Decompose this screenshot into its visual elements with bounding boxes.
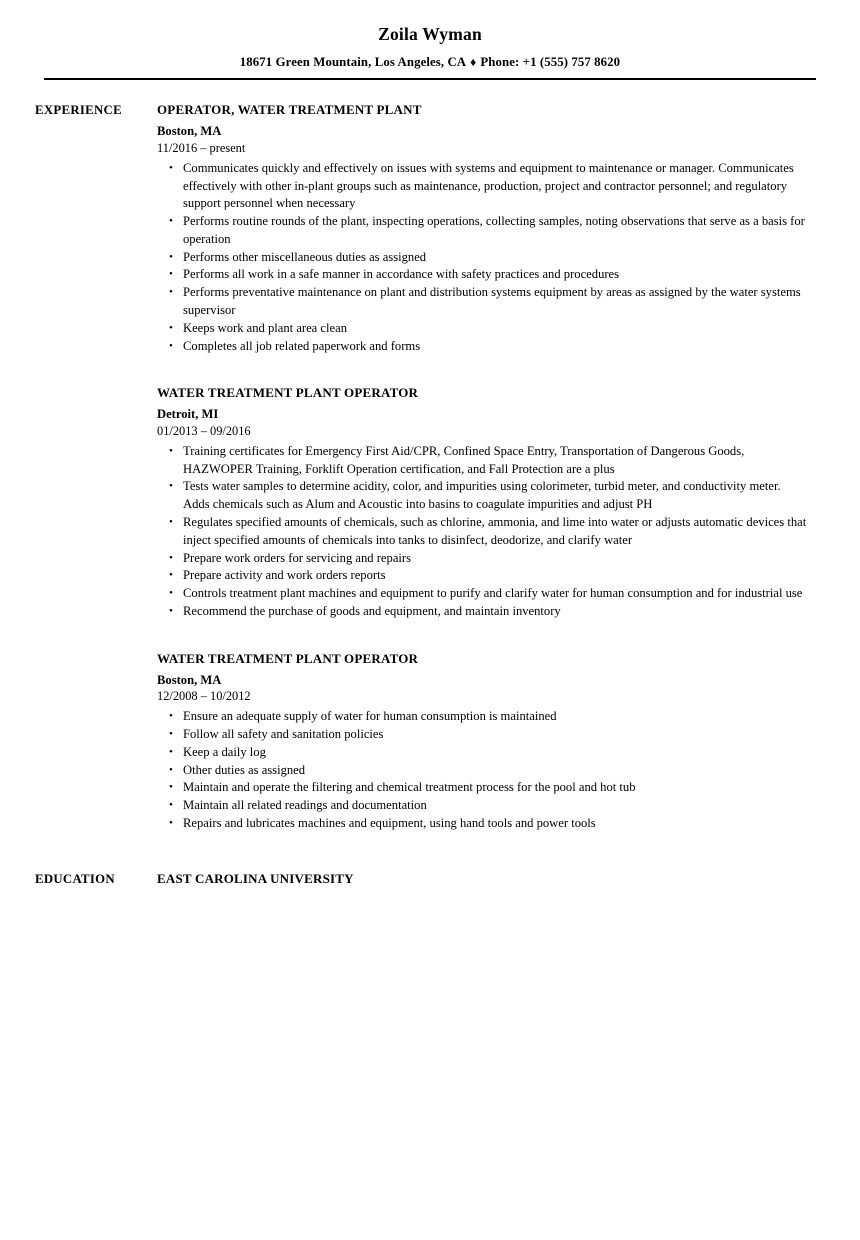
diamond-separator-icon: ♦: [470, 55, 477, 69]
list-item: • Repairs and lubricates machines and equipment, using hand tools and power tools: [157, 815, 807, 833]
job-dates: 01/2013 – 09/2016: [157, 424, 251, 439]
list-item: • Performs other miscellaneous duties as assigned: [157, 249, 807, 267]
list-item: • Communicates quickly and effectively on issues with systems and equipment to maintenance or manager. Communicates effectively with other in-plant groups such as maintenance, production, project and contractor personnel; and regulatory support personnel when necessary: [157, 160, 807, 213]
job-dates: 12/2008 – 10/2012: [157, 689, 251, 704]
list-item: • Follow all safety and sanitation policies: [157, 726, 807, 744]
list-item: • Other duties as assigned: [157, 762, 807, 780]
job-responsibility-list: [157, 708, 807, 833]
job-entry: [157, 651, 807, 833]
school-name: EAST CAROLINA UNIVERSITY: [157, 870, 354, 886]
list-item: • Tests water samples to determine acidity, color, and impurities using colorimeter, turbid meter, and conductivity meter. Adds chemicals such as Alum and Acoustic into basins to coagulate impurities and adjust PH: [157, 478, 807, 514]
list-item: • Maintain and operate the filtering and chemical treatment process for the pool and hot tub: [157, 779, 807, 797]
job-entry: [157, 102, 807, 355]
list-item: • Controls treatment plant machines and equipment to purify and clarify water for human consumption and for industrial use: [157, 585, 807, 603]
list-item: • Keep a daily log: [157, 744, 807, 762]
education-entries: [157, 871, 807, 888]
resume-header: [0, 0, 860, 80]
contact-phone: Phone: +1 (555) 757 8620: [480, 55, 621, 69]
list-item: • Performs routine rounds of the plant, inspecting operations, collecting samples, noting observations that serve as a basis for operation: [157, 213, 807, 249]
contact-line: [0, 55, 860, 70]
job-responsibility-list: [157, 443, 807, 621]
job-title: OPERATOR, WATER TREATMENT PLANT: [157, 102, 422, 118]
candidate-name: Zoila Wyman: [378, 24, 482, 44]
job-responsibility-list: [157, 160, 807, 356]
education-section-label: EDUCATION: [35, 871, 115, 886]
list-item: • Prepare activity and work orders reports: [157, 567, 807, 585]
list-item: • Training certificates for Emergency First Aid/CPR, Confined Space Entry, Transportation of Dangerous Goods, HAZWOPER Training, Forklift Operation certification, and Fall Protection are a plus: [157, 443, 807, 479]
experience-section: [0, 102, 860, 832]
job-location: Boston, MA: [157, 124, 222, 139]
experience-entries: [157, 102, 807, 832]
list-item: • Completes all job related paperwork and forms: [157, 338, 807, 356]
contact-address: 18671 Green Mountain, Los Angeles, CA: [239, 55, 467, 69]
list-item: • Recommend the purchase of goods and equipment, and maintain inventory: [157, 603, 807, 621]
job-location: Detroit, MI: [157, 407, 219, 422]
education-section: [0, 871, 860, 888]
job-dates: 11/2016 – present: [157, 140, 246, 155]
education-entry: [157, 871, 807, 888]
list-item: • Keeps work and plant area clean: [157, 320, 807, 338]
experience-section-label: EXPERIENCE: [35, 103, 122, 118]
list-item: • Performs all work in a safe manner in accordance with safety practices and procedures: [157, 266, 807, 284]
list-item: • Maintain all related readings and documentation: [157, 797, 807, 815]
job-title: WATER TREATMENT PLANT OPERATOR: [157, 650, 419, 666]
list-item: • Ensure an adequate supply of water for human consumption is maintained: [157, 708, 807, 726]
job-entry: [157, 385, 807, 620]
job-title: WATER TREATMENT PLANT OPERATOR: [157, 385, 419, 401]
header-divider: [44, 78, 816, 80]
list-item: • Regulates specified amounts of chemicals, such as chlorine, ammonia, and lime into water or adjusts automatic devices that inject specified amounts of chemicals into tanks to disinfect, deodorize, and clarify water: [157, 514, 807, 550]
list-item: • Performs preventative maintenance on plant and distribution systems equipment by areas as assigned by the water systems supervisor: [157, 284, 807, 320]
list-item: • Prepare work orders for servicing and repairs: [157, 550, 807, 568]
job-location: Boston, MA: [157, 672, 222, 687]
